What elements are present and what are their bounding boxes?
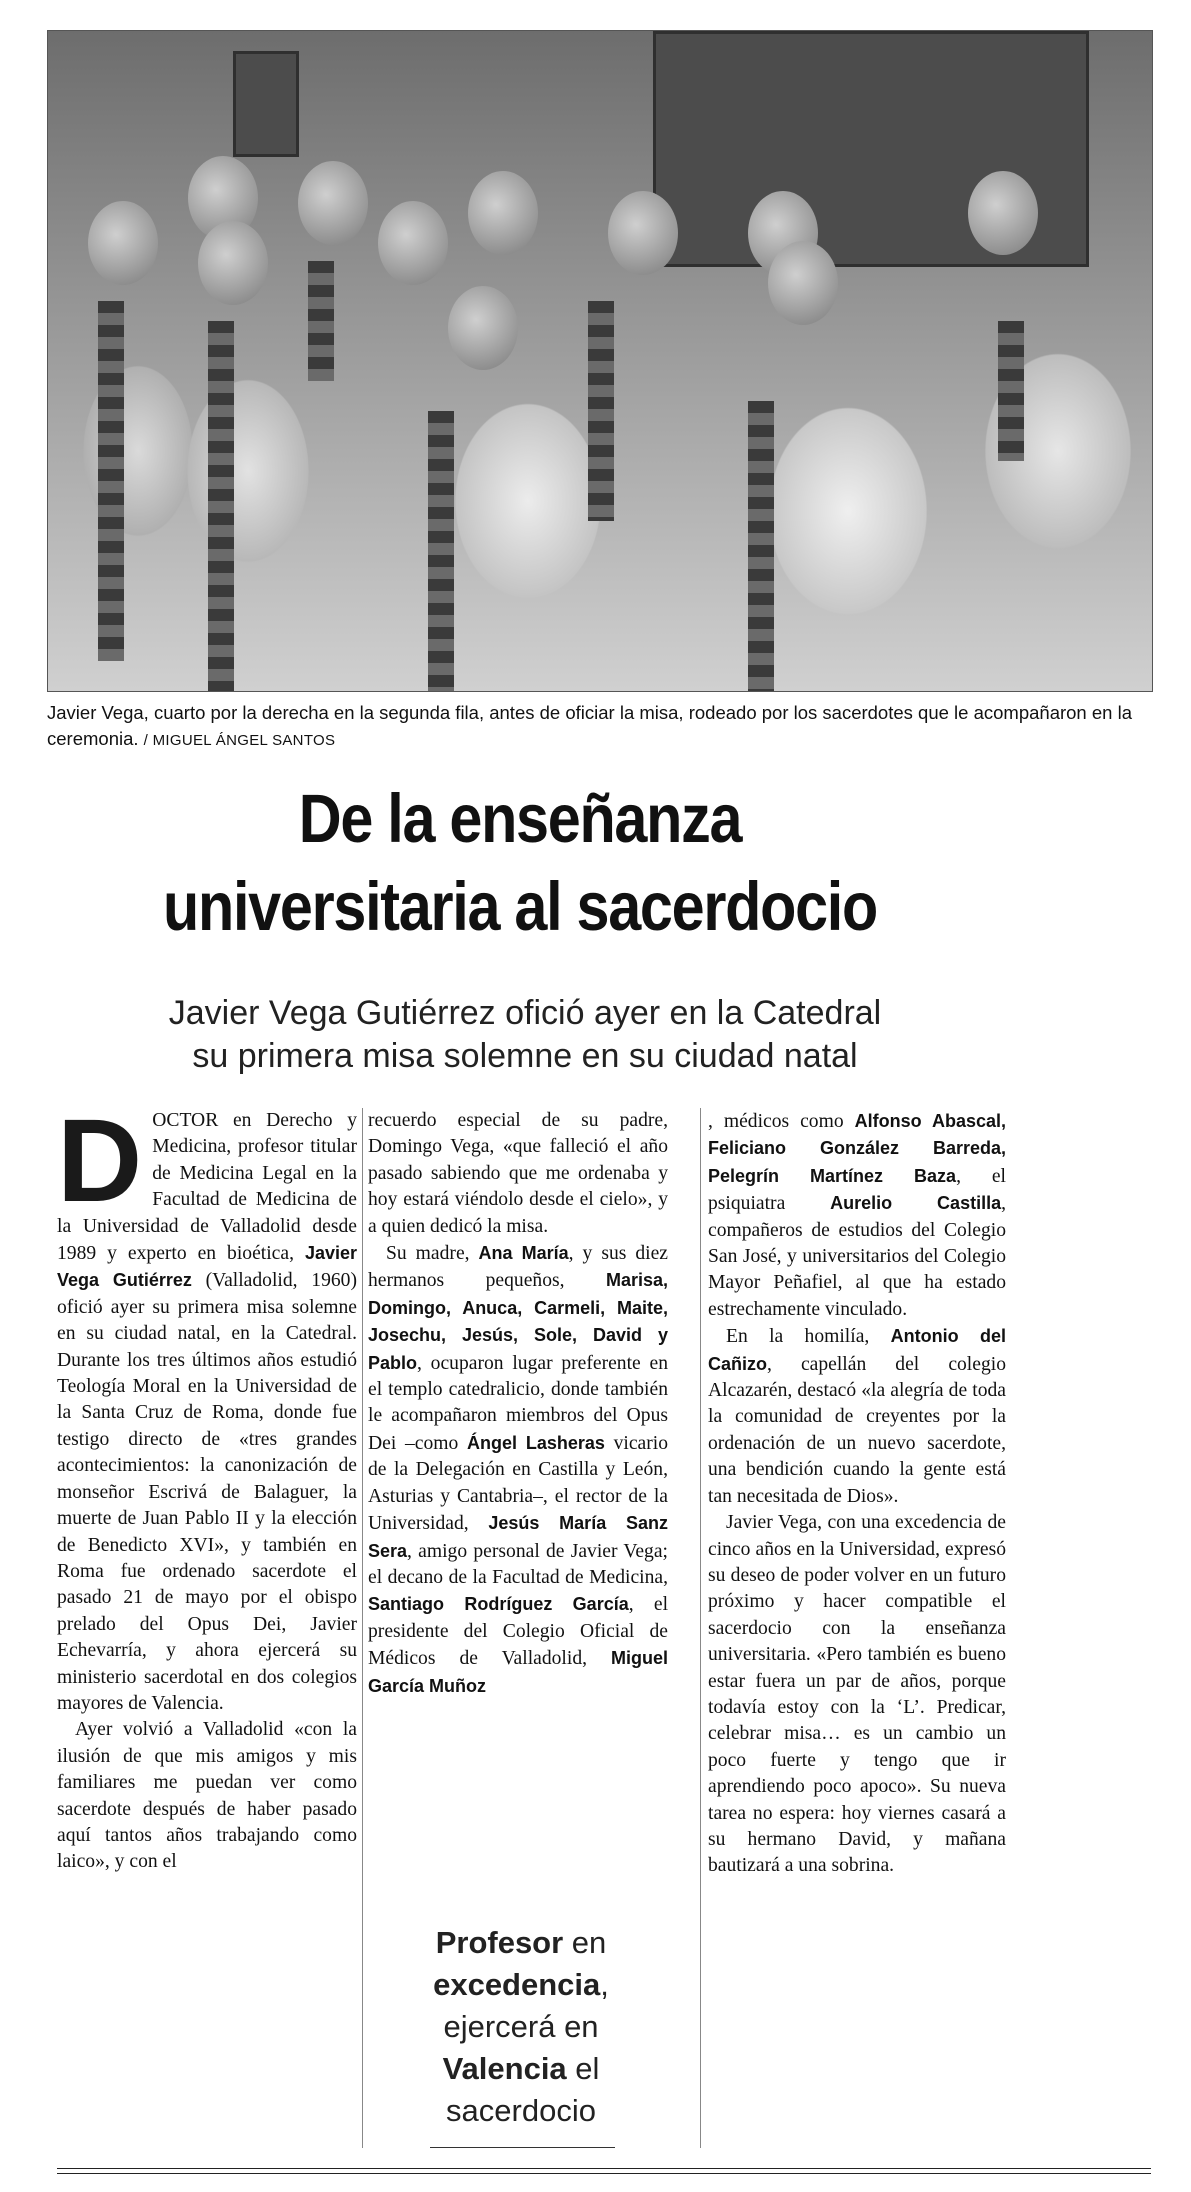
subheadline-line-1: Javier Vega Gutiérrez ofició ayer en la Catedral [168,994,882,1032]
photo-caption [47,700,1151,754]
person-head [198,221,268,305]
article-paragraph: recuerdo especial de su padre, Domingo Vega, «que falleció el año pasado sabiendo que me ordenaba y hoy estará viéndolo desde el cielo», y a quien dedicó la misa. [368,1110,668,1237]
person-head [768,241,838,325]
article-column-3 [708,1108,1006,1880]
article-column-2 [368,1108,668,1700]
person-head [378,201,448,285]
person-name: Santiago Rodríguez García [368,1594,629,1615]
person-head [448,286,518,370]
article-text: , médicos como [708,1111,855,1132]
vestment-stole [748,401,774,691]
pull-quote-bold: excedencia [433,1967,601,2002]
person-name: Alfonso Abascal, Feliciano González Barreda, Pelegrín Martínez Baza [708,1111,1006,1186]
vestment-stole [308,261,334,381]
person-head [298,161,368,245]
wall-painting [233,51,299,157]
article-text: En la homilía, [726,1326,891,1348]
vestment-stole [98,301,124,661]
article-paragraph [708,1323,1006,1510]
caption-text: Javier Vega, cuarto por la derecha en la segunda fila, antes de oficiar la misa, rodeado por los sacerdotes que le acompañaron en la ceremonia. [47,702,1132,749]
pull-quote [410,1922,632,2152]
article-text: , capellán del colegio Alcazarén, destacó «la alegría de toda la comunidad de creyentes por la ordenación de un nuevo sacerdote, una bendición cuando la gente está tan necesitada de Dios». [708,1353,1006,1507]
article-text: , ocuparon lugar preferente en el templo catedralicio, donde también le acompañaron miembros del Opus Dei –como [368,1352,668,1454]
photo-credit: / MIGUEL ÁNGEL SANTOS [143,732,336,749]
article-text: , el psiquiatra [708,1165,1006,1215]
vestment-stole [428,411,454,691]
headline-line-1: De la enseñanza [298,780,742,857]
pull-quote-text: en [563,1925,607,1960]
vestment-stole [208,321,234,691]
person-head [608,191,678,275]
person-name: Antonio del Cañizo [708,1326,1006,1374]
pull-quote-text: , ejercerá en [443,1967,609,2044]
news-photo [47,30,1153,692]
article-paragraph [57,1095,357,1717]
person-head [468,171,538,255]
article-text: , compañeros de estudios del Colegio San José, y universitarios del Colegio Mayor Peñafiel, al que ha estado estrechamente vinculado. [708,1193,1006,1320]
vestment-stole [588,301,614,521]
article-text: , amigo personal de Javier Vega; el decano de la Facultad de Medicina, [368,1540,668,1588]
column-divider [362,1108,363,2148]
person-name: Jesús María Sanz Sera [368,1513,668,1561]
pull-quote-rule [430,2147,615,2148]
headline [107,775,933,951]
drop-cap: D [57,1095,143,1227]
person-name: Javier Vega Gutiérrez [57,1243,357,1291]
pull-quote-bold: Profesor [435,1925,564,1960]
person-name: Ana María [478,1243,569,1264]
person-name: Miguel García Muñoz [368,1648,668,1696]
person-head [968,171,1038,255]
pull-quote-bold: Valencia [442,2051,567,2086]
bottom-rule [57,2168,1151,2174]
article-text: (Valladolid, 1960) ofició ayer su primera misa solemne en su ciudad natal, en la Catedral. Durante los tres últimos años estudió Teología Moral en la Universidad de la Santa Cruz de Roma, donde fue testigo directo de «tres grandes acontecimientos: la canonización de monseñor Escrivá de Balaguer, la muerte de Juan Pablo II y la elección de Benedicto XVI», y también en Roma fue ordenado sacerdote el pasado 21 de mayo por el obispo prelado del Opus Dei, Javier Echevarría, y ahora ejercerá su ministerio sacerdotal en dos colegios mayores de Valencia. [57,1270,357,1714]
article-text: , el presidente del Colegio Oficial de Médicos de Valladolid, [368,1594,669,1670]
person-name: Ángel Lasheras [467,1432,605,1453]
person-name: Marisa, Domingo, Anuca, Carmeli, Maite, Josechu, Jesús, Sole, David y Pablo [368,1270,668,1373]
article-text: OCTOR en Derecho y Medicina, profesor titular de Medicina Legal en la Facultad de Medicina de la Universidad de Valladolid desde 1989 y experto en bioética, [57,1110,357,1265]
person-head [88,201,158,285]
article-text: , y sus diez hermanos pequeños, [368,1243,668,1292]
article-text: vicario de la Delegación en Castilla y León, Asturias y Cantabria–, el rector de la Universidad, [368,1432,668,1535]
pull-quote-text: el sacerdocio [446,2051,600,2128]
article-text: Su madre, [386,1243,479,1265]
subheadline [60,992,990,1078]
vestment-stole [998,321,1024,461]
article-paragraph [368,1240,668,1700]
person-name: Aurelio Castilla [830,1193,1002,1214]
article-paragraph: Javier Vega, con una excedencia de cinco años en la Universidad, expresó su deseo de poder volver en un futuro próximo y hacer compatible el sacerdocio con la enseñanza universitaria. «Pero también es bueno estar fuera un par de años, porque todavía estoy con la ‘L’. Predicar, celebrar misa… es un cambio un poco fuerte y tengo que ir aprendiendo poco apoco». Su nueva tarea no espera: hoy viernes casará a su hermano David, y mañana bautizará a una sobrina. [708,1512,1006,1877]
article-paragraph: Ayer volvió a Valladolid «con la ilusión de que mis amigos y mis familiares me puedan ver como sacerdote después de haber pasado aquí tantos años trabajando como laico», y con el [57,1719,357,1873]
column-divider [700,1108,701,2148]
article-paragraph [708,1108,1006,1323]
headline-line-2: universitaria al sacerdocio [163,868,877,945]
subheadline-line-2: su primera misa solemne en su ciudad natal [192,1037,858,1075]
article-column-1 [57,1095,357,1876]
